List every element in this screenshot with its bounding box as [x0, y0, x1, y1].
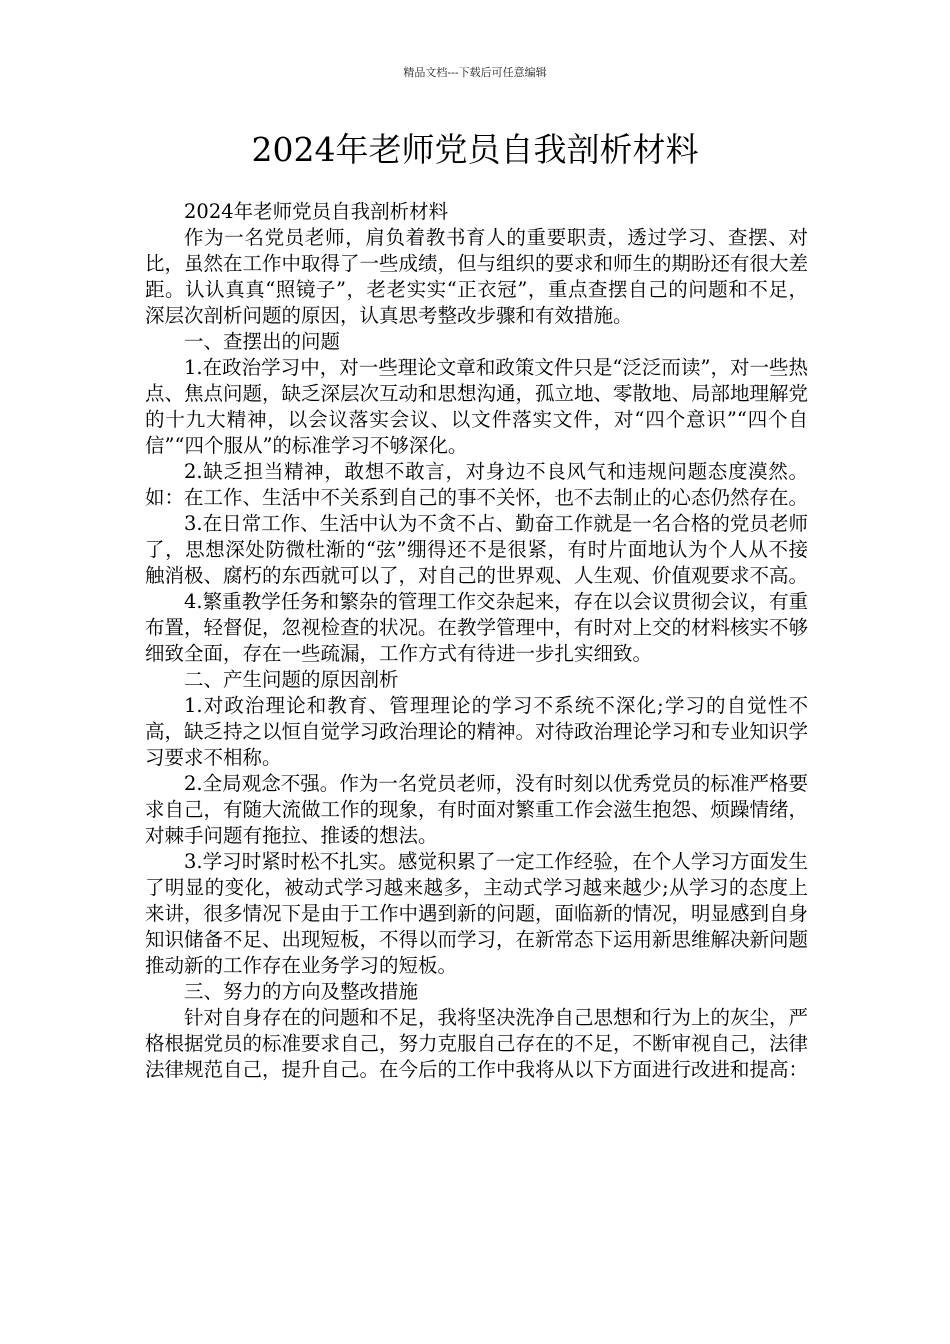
body-paragraph-measures: 针对自身存在的问题和不足，我将坚决洗净自己思想和行为上的灰尘，严格根据党员的标准要求自己，努力克服自己存在的不足，不断审视自己，法律法律规范自己，提升自己。在今后的工作中我将从以下方面进行改进和提高：	[145, 1006, 809, 1081]
section-heading-causes: 二、产生问题的原因剖析	[184, 668, 399, 691]
document-body	[145, 199, 808, 1083]
body-paragraph-problem-1: 1.在政治学习中，对一些理论文章和政策文件只是“泛泛而读”，对一些热点、焦点问题，缺乏深层次互动和思想沟通，孤立地、零散地、局部地理解党的十九大精神，以会议落实会议、以文件落实文件，对“四个意识”“四个自信”“四个服从”的标准学习不够深化。	[145, 356, 809, 457]
body-paragraph-problem-2: 2.缺乏担当精神，敢想不敢言，对身边不良风气和违规问题态度漠然。如：在工作、生活中不关系到自己的事不关怀，也不去制止的心态仍然存在。	[145, 460, 809, 509]
body-paragraph-subtitle: 2024年老师党员自我剖析材料	[184, 200, 449, 223]
body-paragraph-problem-3: 3.在日常工作、生活中认为不贪不占、勤奋工作就是一名合格的党员老师了，思想深处防微杜渐的“弦”绷得还不是很紧，有时片面地认为个人从不接触消极、腐朽的东西就可以了，对自己的世界观、人生观、价值观要求不高。	[145, 512, 809, 587]
document-title: 2024年老师党员自我剖析材料	[251, 130, 699, 169]
section-heading-problems: 一、查摆出的问题	[184, 330, 341, 353]
body-paragraph-intro: 作为一名党员老师，肩负着教书育人的重要职责，透过学习、查摆、对比，虽然在工作中取得了一些成绩，但与组织的要求和师生的期盼还有很大差距。认认真真“照镜子”，老老实实“正衣冠”，重点查摆自己的问题和不足，深层次剖析问题的原因，认真思考整改步骤和有效措施。	[145, 226, 809, 327]
body-paragraph-cause-2: 2.全局观念不强。作为一名党员老师，没有时刻以优秀党员的标准严格要求自己，有随大流做工作的现象，有时面对繁重工作会滋生抱怨、烦躁情绪，对棘手问题有拖拉、推诿的想法。	[145, 772, 809, 847]
body-paragraph-cause-1: 1.对政治理论和教育、管理理论的学习不系统不深化;学习的自觉性不高，缺乏持之以恒自觉学习政治理论的精神。对待政治理论学习和专业知识学习要求不相称。	[145, 694, 809, 769]
section-heading-measures: 三、努力的方向及整改措施	[184, 980, 419, 1003]
page-header-note: 精品文档---下载后可任意编辑	[403, 66, 547, 79]
body-paragraph-problem-4: 4.繁重教学任务和繁杂的管理工作交杂起来，存在以会议贯彻会议，有重布置，轻督促，忽视检查的状况。在教学管理中，有时对上交的材料核实不够细致全面，存在一些疏漏，工作方式有待进一步扎实细致。	[145, 590, 809, 665]
body-paragraph-cause-3: 3.学习时紧时松不扎实。感觉积累了一定工作经验，在个人学习方面发生了明显的变化，被动式学习越来越多，主动式学习越来越少;从学习的态度上来讲，很多情况下是由于工作中遇到新的问题，面临新的情况，明显感到自身知识储备不足、出现短板，不得以而学习，在新常态下运用新思维解决新问题推动新的工作存在业务学习的短板。	[145, 850, 809, 977]
